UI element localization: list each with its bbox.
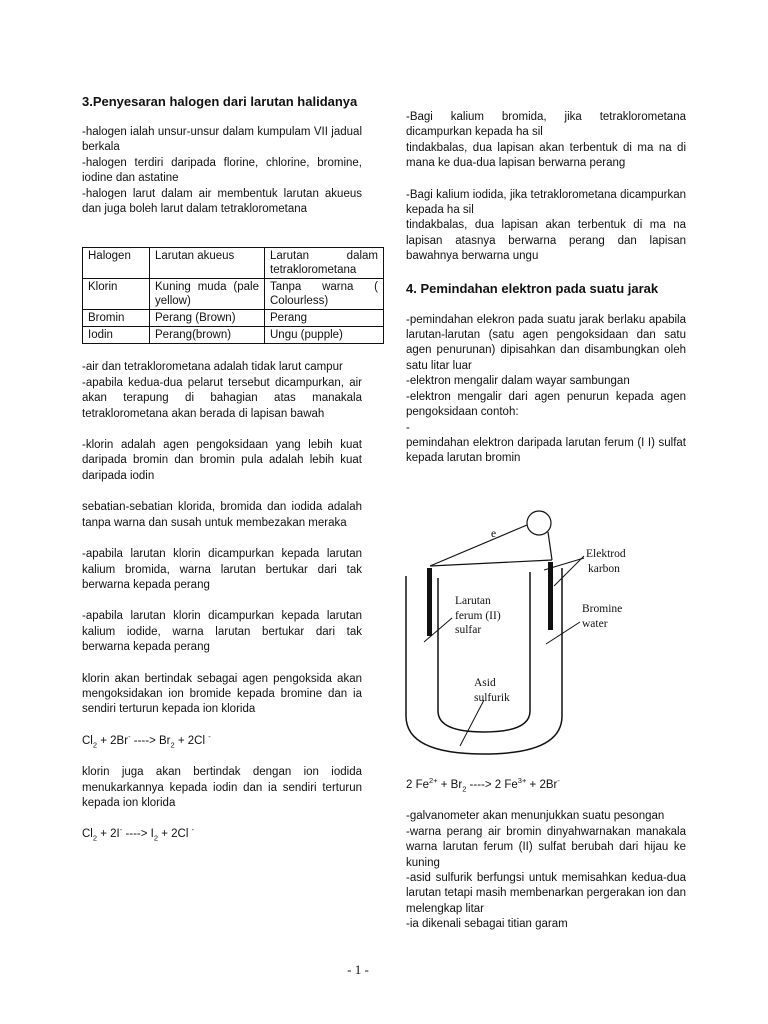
- eq-part: Cl: [82, 734, 93, 747]
- larutan-label: Larutan: [455, 595, 491, 607]
- larutan-label: sulfar: [455, 624, 482, 636]
- asid-label: Asid: [474, 677, 496, 689]
- text-line: -elektron mengalir dalam wayar sambungan: [406, 375, 630, 388]
- text-line: -air dan tetraklorometana adalah tidak larut campur: [82, 361, 343, 374]
- eq-sup: -: [128, 731, 131, 741]
- paragraph-kalium-iodida: [406, 188, 686, 265]
- text-line: -warna perang air bromin dinyahwarnakan manakala warna larutan ferum (II) sulfat berubah dari hijau ke kuning: [406, 825, 686, 869]
- intro-block: [82, 125, 362, 217]
- carbon-electrode-left: [427, 568, 432, 636]
- eq-part: + 2I: [97, 828, 120, 841]
- text-line: pemindahan elektron daripada larutan ferum (I I) sulfat kepada larutan bromin: [406, 436, 686, 465]
- eq-part: + 2Br: [97, 734, 129, 747]
- eq-part: + 2Br: [526, 779, 558, 791]
- u-tube-cell-diagram: [394, 506, 694, 761]
- right-column-top: [406, 110, 686, 467]
- left-column: [82, 94, 378, 843]
- page-number: - 1 -: [347, 962, 369, 977]
- pointer-asid: [460, 700, 484, 746]
- eq-sup: -: [119, 825, 123, 835]
- wire-right: [548, 532, 552, 560]
- table-cell: Perang: [265, 310, 384, 327]
- eq-part: Cl: [82, 828, 93, 841]
- table-row: [83, 327, 384, 344]
- eq-part: ----> Br: [130, 734, 171, 747]
- section3-heading: 3.Penyesaran halogen dari larutan halidanya: [82, 94, 358, 109]
- eq-sub: 2: [92, 833, 98, 843]
- asid-label: sulfurik: [474, 692, 510, 704]
- table-cell: Klorin: [83, 279, 150, 310]
- eq-sup: -: [557, 776, 560, 786]
- text-line: -apabila kedua-dua pelarut tersebut dicampurkan, air akan terapung di bahagian atas manakala tetraklorometana akan berada di lapisan bawah: [82, 376, 362, 420]
- text-line: -galvanometer akan menunjukkan suatu pesongan: [406, 810, 665, 823]
- paragraph-solvents: [82, 360, 362, 422]
- paragraph-iodide: -apabila larutan klorin dicampurkan kepada larutan kalium iodide, warna larutan bertukar dari tak berwarna kepada perang: [82, 610, 362, 654]
- table-header-row: [83, 248, 384, 279]
- eq-part: + 2Cl: [174, 734, 209, 747]
- paragraph-kalium-bromida: [406, 110, 686, 172]
- eq-sup: -: [191, 825, 195, 835]
- paragraph-bromide: -apabila larutan klorin dicampurkan kepada larutan kalium bromida, warna larutan bertukar dari tak berwarna kepada perang: [82, 548, 362, 591]
- wire-left: [430, 525, 527, 566]
- eq-part: + Br: [437, 779, 463, 791]
- bromine-label: Bromine: [582, 603, 623, 615]
- eq-sub: 2: [92, 740, 98, 750]
- intro-line: -halogen larut dalam air membentuk larutan akueus dan juga boleh larut dalam tetraklorometana: [82, 187, 362, 216]
- galvanometer-icon: [527, 511, 551, 535]
- wire-top: [430, 560, 552, 566]
- halogen-table: [82, 247, 384, 344]
- table-header: Halogen: [83, 248, 150, 279]
- table-cell: Ungu (pupple): [265, 327, 384, 344]
- elektrod-label: Elektrod: [586, 548, 626, 560]
- table-cell: Tanpa warna ( Colourless): [265, 279, 384, 310]
- eq-sup: -: [208, 731, 211, 741]
- table-header: Larutan akueus: [150, 248, 265, 279]
- eq-sup: 3+: [517, 776, 527, 786]
- pointer-elektrod: [554, 556, 584, 586]
- text-line: -Bagi kalium bromida, jika tetraklorometana dicampurkan kepada ha sil: [406, 111, 686, 139]
- carbon-electrode-right: [548, 562, 553, 630]
- eq-sub: 2: [170, 740, 175, 750]
- paragraph-compounds: sebatian-sebatian klorida, bromida dan iodida adalah tanpa warna dan susah untuk membezakan meraka: [82, 501, 362, 529]
- table-row: [83, 310, 384, 327]
- text-line: -asid sulfurik berfungsi untuk memisahkan kedua-dua larutan tetapi masih membenarkan pergerakan ion dan melengkap litar: [406, 872, 686, 915]
- text-line: -elektron mengalir dari agen penurun kepada agen pengoksidaan contoh:: [406, 390, 686, 419]
- eq-sup: 2+: [429, 776, 438, 786]
- table-header: Larutan dalam tetraklorometana: [265, 248, 384, 279]
- table-cell: Iodin: [83, 327, 150, 344]
- section4-body: [406, 313, 686, 467]
- paragraph-oxidising: -klorin adalah agen pengoksidaan yang lebih kuat daripada bromin dan bromin pula adalah lebih kuat daripada iodin: [82, 439, 362, 482]
- eq-sub: 2: [462, 784, 467, 794]
- section4-heading: 4. Pemindahan elektron pada suatu jarak: [406, 280, 659, 296]
- elektrod-label: karbon: [588, 563, 620, 575]
- text-line: -pemindahan elekron pada suatu jarak berlaku apabila larutan-larutan (satu agen pengoksidaan dan satu agen penurunan) dipisahkan dan disambungkan oleh satu litar luar: [406, 313, 686, 372]
- table-row: [83, 279, 384, 310]
- bromine-label: water: [582, 618, 608, 630]
- table-cell: Bromin: [83, 310, 150, 327]
- electron-label: e: [491, 528, 497, 540]
- equation-ferum-bromin: [406, 778, 686, 793]
- table-cell: Perang (Brown): [150, 310, 265, 327]
- table-cell: Kuning muda (pale yellow): [150, 279, 265, 310]
- eq-part: ----> I: [122, 828, 154, 841]
- table-cell: Perang(brown): [150, 327, 265, 344]
- eq-part: + 2Cl: [158, 828, 192, 841]
- eq-part: 2 Fe: [406, 779, 430, 791]
- eq-sub: 2: [153, 833, 159, 843]
- text-line: -ia dikenali sebagai titian garam: [406, 918, 568, 931]
- right-column-bottom: [406, 778, 686, 933]
- paragraph-chlorine-agent: klorin akan bertindak sebagai agen pengoksida akan mengoksidakan ion bromide kepada bromine dan ia sendiri terturun kepada ion klorida: [82, 672, 362, 716]
- equation-chlorine-iodide: [82, 827, 362, 842]
- text-line: tindakbalas, dua lapisan akan terbentuk di ma na lapisan atasnya berwarna perang dan lapisan bawahnya berwarna ungu: [406, 219, 686, 263]
- equation-chlorine-bromide: [82, 731, 362, 750]
- text-line: -Bagi kalium iodida, jika tetraklorometana dicampurkan kepada ha sil: [406, 188, 686, 217]
- larutan-label: ferum (II): [455, 610, 501, 622]
- eq-part: ----> 2 Fe: [466, 779, 518, 791]
- paragraph-chlorine-iodide: klorin juga akan bertindak dengan ion iodida menukarkannya kepada iodin dan ia sendiri terturun kepada ion klorida: [82, 766, 362, 809]
- final-block: [406, 809, 686, 932]
- intro-line: -halogen ialah unsur-unsur dalam kumpulam VII jadual berkala: [82, 126, 362, 154]
- text-line: tindakbalas, dua lapisan akan terbentuk di ma na di mana ke dua-dua lapisan berwarna perang: [406, 141, 686, 170]
- text-line: -: [406, 421, 410, 434]
- intro-line: -halogen terdiri daripada florine, chlorine, bromine, iodine dan astatine: [82, 156, 362, 185]
